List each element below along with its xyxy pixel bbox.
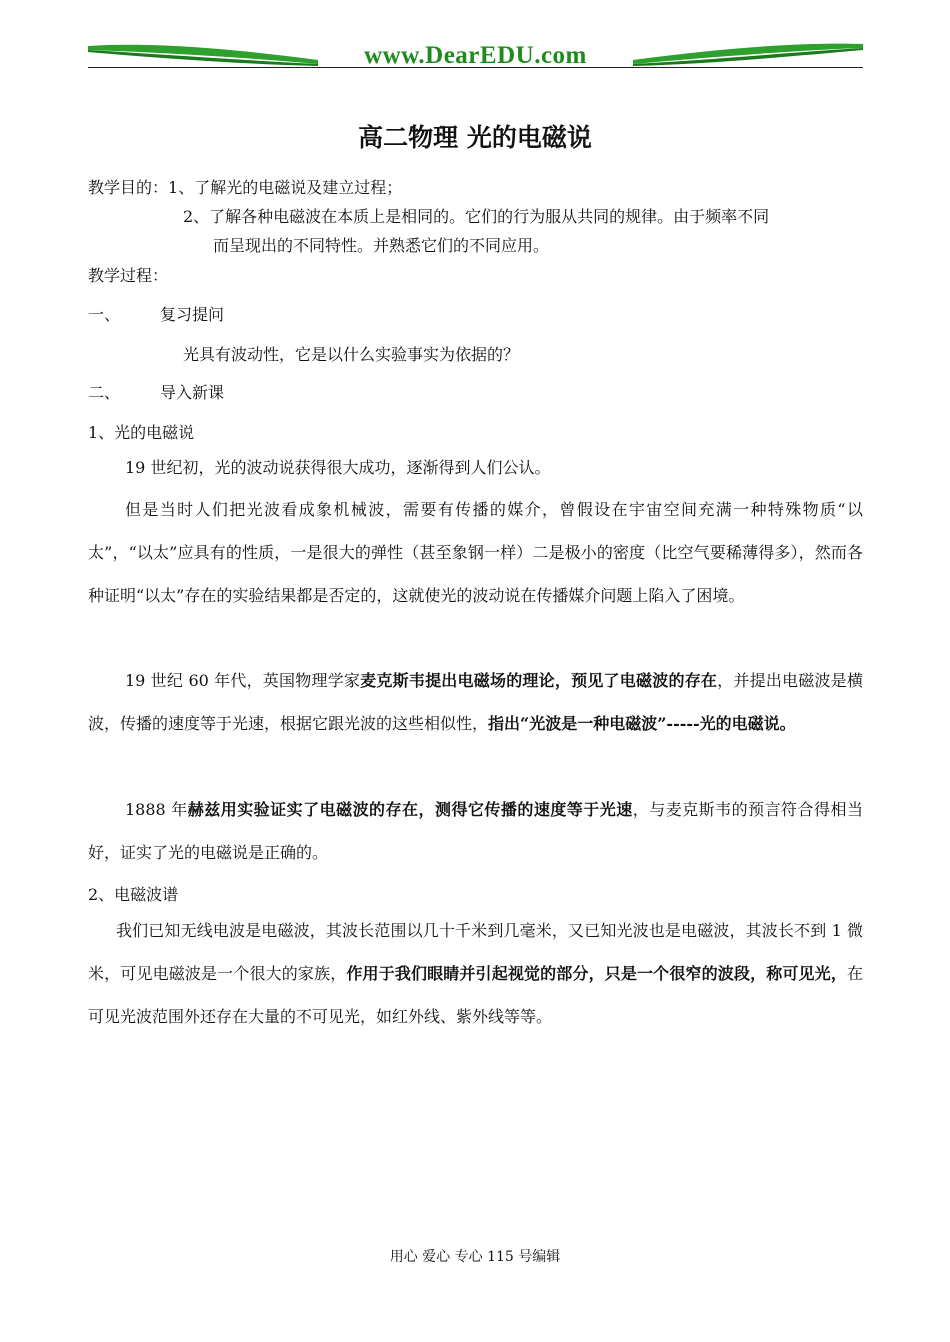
section-2-title: 导入新课 [160,383,225,402]
p4-bold-b: 赫兹用实验证实了电磁波的存在，测得它传播的速度等于光速 [187,800,633,819]
section-1-number: 一、 [88,305,121,324]
page-footer: 用心 爱心 专心 115 号编辑 [389,1249,561,1265]
objectives-line-1 [88,175,402,198]
paragraph-1: 19 世纪初，光的波动说获得很大成功，逐渐得到人们公认。 [125,458,551,477]
paragraph-5 [88,909,863,1038]
header-rule [88,67,863,68]
p3-text-c: ，并提出电磁波是横波，传播的速度等于光速，根据它跟光波的这些相似性， [88,671,863,733]
section-1-title: 复习提问 [160,305,225,324]
paragraph-2: 但是当时人们把光波看成象机械波，需要有传播的媒介，曾假设在宇宙空间充满一种特殊物质“以太”，“以太”应具有的性质，一是很大的弹性（甚至象钢一样）二是极小的密度（比空气要稀薄得多），然而各种证明“以太”存在的实验结果都是否定的，这就使光的波动说在传播媒介问题上陷入了困境。 [88,500,863,605]
process-label: 教学过程： [88,266,169,285]
objective-item-2-line-1: 2、了解各种电磁波在本质上是相同的。它们的行为服从共同的规律。由于频率不同 [183,207,770,226]
section-2-heading [88,380,224,403]
p3-text-a: 19 世纪 60 年代，英国物理学家 [125,671,361,690]
paragraph-4 [88,788,863,874]
section-2-number: 二、 [88,383,121,402]
objective-item-2-line-2: 而呈现出的不同特性。并熟悉它们的不同应用。 [213,236,550,255]
subsection-2-title: 2、电磁波谱 [88,885,179,904]
p4-text-a: 1888 年 [125,800,188,819]
p5-bold-b: 作用于我们眼睛并引起视觉的部分，只是一个很窄的波段，称可见光， [346,964,847,983]
paragraph-3 [88,659,863,745]
p4-text-c: ，与麦克斯韦的预言符合得相当好，证实了光的电磁说是正确的。 [88,800,863,862]
p5-text-c: 在可见光波范围外还存在大量的不可见光，如红外线、紫外线等等。 [88,964,863,1026]
review-question: 光具有波动性，它是以什么实验事实为依据的？ [183,345,520,364]
subsection-1-title: 1、光的电磁说 [88,423,195,442]
page-title: 高二物理 光的电磁说 [358,123,592,152]
site-logo: www.DearEDU.com [364,42,587,69]
objective-item-1: 1、了解光的电磁说及建立过程； [168,178,403,197]
p5-text-a: 我们已知无线电波是电磁波，其波长范围以几十千米到几毫米，又已知光波也是电磁波，其波长不到 1 微米，可见电磁波是一个很大的家族， [88,921,863,983]
section-1-heading [88,302,224,325]
p3-bold-b: 麦克斯韦提出电磁场的理论，预见了电磁波的存在 [360,671,718,690]
p3-bold-d: 指出“光波是一种电磁波”-----光的电磁说。 [488,714,796,733]
objectives-label: 教学目的： [88,178,169,197]
